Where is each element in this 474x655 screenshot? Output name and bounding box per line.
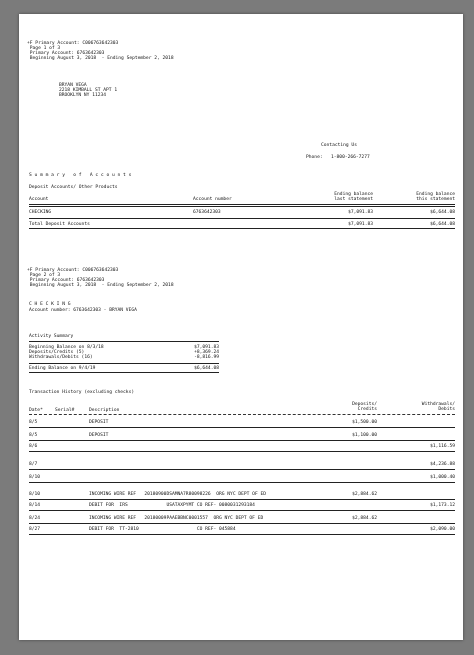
col-last-statement: last statement — [334, 197, 373, 202]
col-deposits: Deposits/ — [352, 402, 377, 407]
col-account: Account — [29, 197, 49, 202]
activity-label: Withdrawals/Debits (16) — [29, 355, 93, 360]
page1-header-line: Page 1 of 3 — [27, 46, 61, 51]
checking-title: C H E C K I N G — [29, 302, 71, 307]
col-this-statement: this statement — [416, 197, 455, 202]
col-serial: Serial# — [55, 408, 75, 413]
transaction-credit: $1,500.00 — [352, 420, 377, 425]
history-title: Transaction History (excluding checks) — [29, 390, 135, 395]
transaction-debit: $1,116.59 — [430, 444, 455, 449]
transaction-credit: $1,100.00 — [352, 433, 377, 438]
transaction-divider — [29, 534, 455, 535]
transaction-debit: $1,173.12 — [430, 503, 455, 508]
transaction-date: 8/24 — [29, 516, 41, 521]
transaction-divider — [29, 427, 455, 428]
transaction-date: 8/5 — [29, 433, 38, 438]
page1-header-line: Beginning August 3, 2018 - Ending September 2, 2018 — [27, 56, 174, 61]
transaction-date: 8/6 — [29, 444, 38, 449]
statement-page — [19, 14, 463, 640]
transaction-date: 8/5 — [29, 420, 38, 425]
page2-header-line: Beginning August 3, 2018 - Ending September 2, 2018 — [27, 283, 174, 288]
activity-title: Activity Summary — [29, 334, 74, 339]
total-this: $6,644.08 — [430, 222, 455, 227]
activity-value: +8,369.24 — [194, 350, 219, 355]
transaction-debit: $1,000.40 — [430, 475, 455, 480]
transaction-divider — [29, 451, 455, 452]
col-account-number: Account number — [193, 197, 232, 202]
activity-value: $7,091.83 — [194, 345, 219, 350]
transaction-description: DEBIT FOR IRS USATAXPYMT CO REF- 0080031293184 — [89, 503, 255, 508]
transaction-divider — [29, 440, 455, 441]
page1-header-line: Primary Account: 6763642303 — [27, 51, 105, 56]
col-deposits: Credits — [357, 407, 377, 412]
transaction-divider — [29, 469, 455, 470]
transaction-divider — [29, 523, 455, 524]
divider — [29, 218, 455, 219]
address-line: BRYAN VEGA — [59, 83, 87, 88]
transaction-date: 8/7 — [29, 462, 38, 467]
transaction-description: DEBIT FOR TT-2810 CO REF- 045884 — [89, 527, 236, 532]
account-line: Account number: 6763642303 - BRYAN VEGA — [29, 308, 137, 313]
col-withdrawals: Debits — [438, 407, 455, 412]
divider — [29, 228, 455, 229]
col-last-statement: Ending balance — [334, 192, 373, 197]
divider — [29, 204, 455, 207]
transaction-description: DEPOSIT — [89, 433, 109, 438]
transaction-description: INCOMING WIRE REF 20180009PAAEBBNC0001557 ORG NYC DEPT OF ED — [89, 516, 264, 521]
page1-header-line: +F Primary Account: C006763642303 — [27, 41, 119, 46]
address-line: BROOKLYN NY 11234 — [59, 93, 107, 98]
total-label: Total Deposit Accounts — [29, 222, 90, 227]
page2-header-line: Page 2 of 3 — [27, 273, 61, 278]
transaction-debit: $2,090.00 — [430, 527, 455, 532]
transaction-date: 8/10 — [29, 475, 41, 480]
page2-header-line: +F Primary Account: C006763642303 — [27, 268, 119, 273]
transaction-credit: $2,884.62 — [352, 492, 377, 497]
total-last: $7,091.83 — [348, 222, 373, 227]
transaction-divider — [29, 482, 455, 483]
transaction-date: 8/10 — [29, 492, 41, 497]
account-name: CHECKING — [29, 210, 52, 215]
last-balance: $7,091.83 — [348, 210, 373, 215]
divider — [29, 341, 219, 342]
transaction-description: DEPOSIT — [89, 420, 109, 425]
activity-label: Deposits/Credits (5) — [29, 350, 85, 355]
phone-value: 1-800-266-7277 — [331, 155, 370, 160]
activity-label: Beginning Balance on 8/3/18 — [29, 345, 104, 350]
transaction-date: 8/27 — [29, 527, 41, 532]
col-this-statement: Ending balance — [416, 192, 455, 197]
divider — [29, 363, 219, 364]
section-label: Deposit Accounts/ Other Products — [29, 185, 118, 190]
this-balance: $6,644.08 — [430, 210, 455, 215]
divider — [29, 372, 219, 373]
page2-header-line: Primary Account: 6763642303 — [27, 278, 105, 283]
transaction-divider — [29, 510, 455, 511]
col-description: Description — [89, 408, 120, 413]
transaction-date: 8/14 — [29, 503, 41, 508]
col-withdrawals: Withdrawals/ — [421, 402, 455, 407]
contact-title: Contacting Us — [321, 143, 357, 148]
address-line: 2218 KIMBALL ST APT 1 — [59, 88, 118, 93]
transaction-description: INCOMING WIRE REF 20180900DSAMNA7R80098226 ORG NYC DEPT OF ED — [89, 492, 267, 497]
col-date: Date* — [29, 408, 43, 413]
activity-value: -8,816.99 — [194, 355, 219, 360]
phone-label: Phone: — [306, 155, 323, 160]
transaction-divider — [29, 499, 455, 500]
summary-title: S u m m a r y o f A c c o u n t s — [29, 173, 132, 178]
transaction-credit: $2,884.62 — [352, 516, 377, 521]
account-number: 6763642303 — [193, 210, 221, 215]
transaction-debit: $4,236.88 — [430, 462, 455, 467]
ending-label: Ending Balance on 9/4/19 — [29, 366, 96, 371]
divider — [29, 414, 455, 415]
ending-value: $6,644.08 — [194, 366, 219, 371]
